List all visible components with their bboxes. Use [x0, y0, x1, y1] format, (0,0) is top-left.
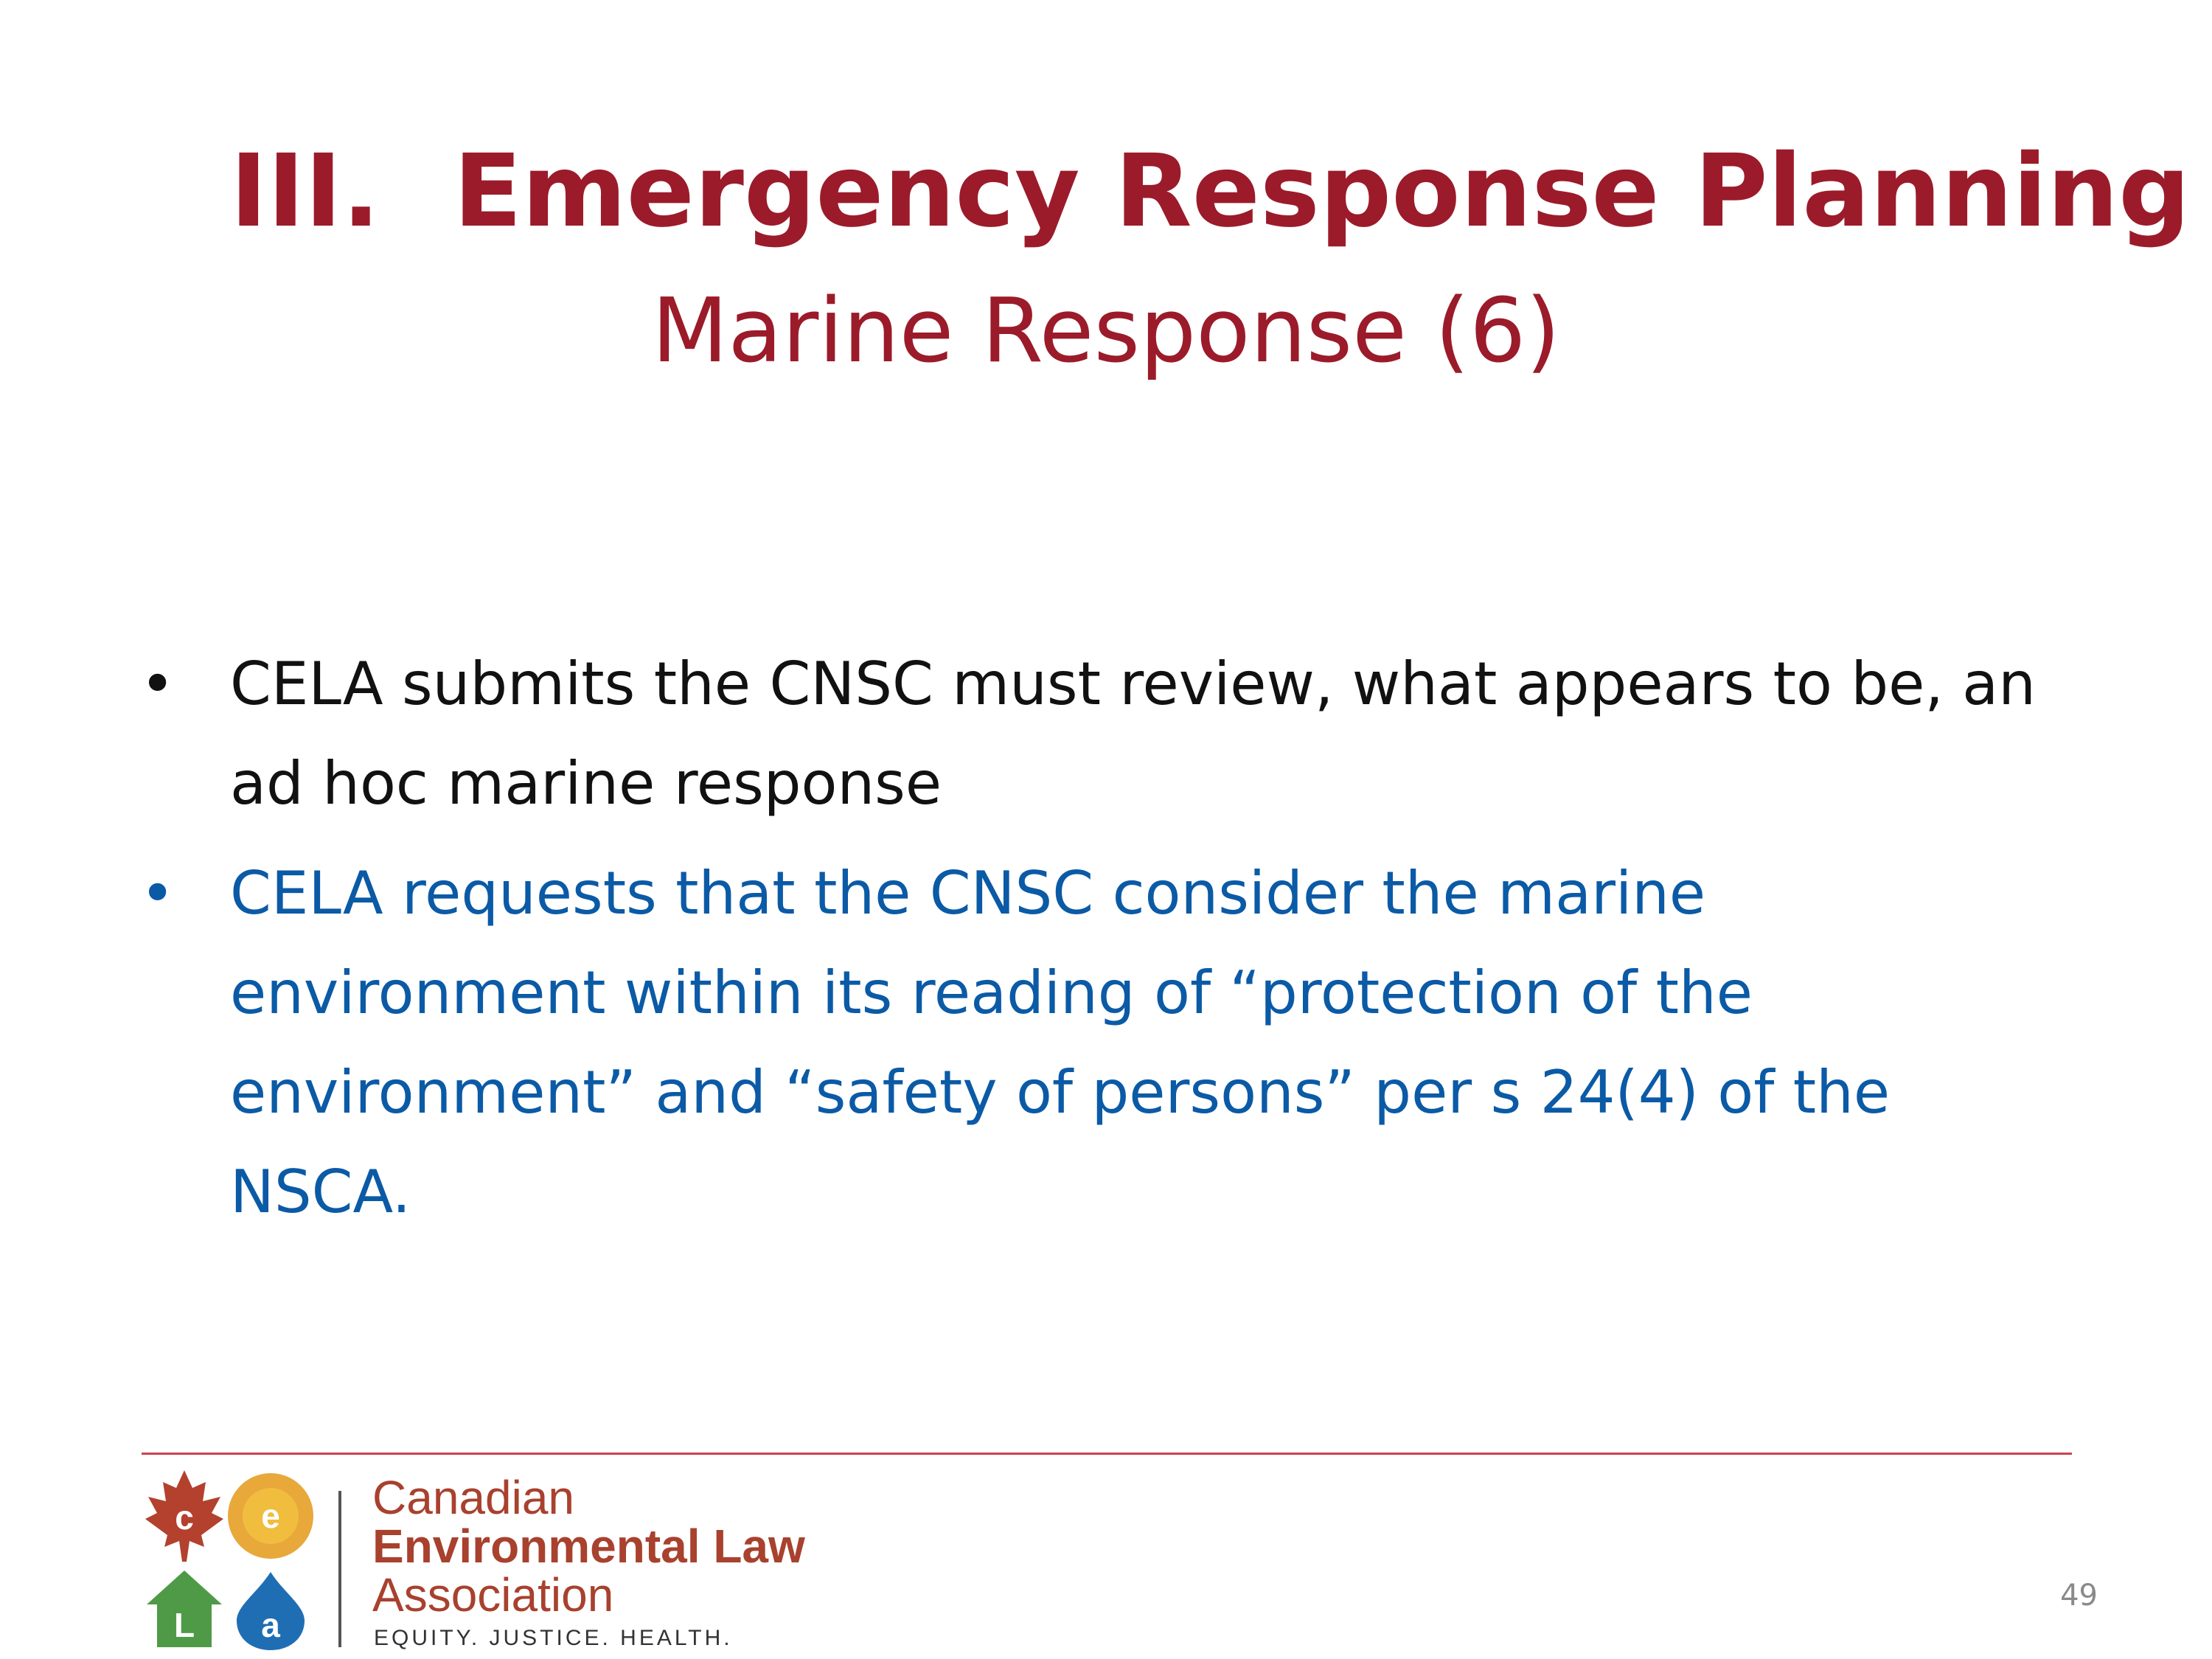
cela-logo — [144, 1467, 830, 1655]
slide-subtitle: Marine Response (6) — [651, 280, 1561, 383]
logo-icon-letter: a — [261, 1606, 280, 1644]
logo-line-3: Association — [372, 1568, 614, 1621]
logo-line-1: Canadian — [372, 1471, 574, 1524]
bullet-marker: • — [140, 650, 175, 718]
footer-divider — [142, 1453, 2072, 1455]
water-drop-icon — [237, 1572, 305, 1650]
bullet-item — [140, 634, 2072, 833]
logo-line-2: Environmental Law — [372, 1520, 805, 1573]
sun-icon — [228, 1473, 313, 1559]
bullet-item — [140, 844, 2072, 1242]
logo-icon-letter: L — [173, 1606, 195, 1644]
page-number: 49 — [2060, 1579, 2098, 1613]
logo-icons — [144, 1467, 321, 1655]
logo-wordmark — [372, 1473, 805, 1619]
house-icon — [147, 1571, 222, 1647]
logo-icon-letter: e — [261, 1497, 280, 1535]
logo-divider — [338, 1491, 341, 1647]
bullet-text: CELA submits the CNSC must review, what appears to be, an ad hoc marine response — [230, 650, 2036, 818]
bullet-list — [140, 634, 2072, 1242]
bullet-text: CELA requests that the CNSC consider the marine environment within its reading of “protection of the environment” and “safety of persons” per s 24(4) of the NSCA. — [230, 859, 1891, 1226]
title-text: Emergency Response Planning — [453, 133, 2191, 250]
bullet-marker: • — [140, 859, 175, 928]
logo-tagline: EQUITY. JUSTICE. HEALTH. — [374, 1626, 733, 1650]
logo-icon-letter: c — [175, 1498, 194, 1537]
title-number: III. — [230, 133, 380, 250]
maple-leaf-icon — [145, 1470, 223, 1562]
